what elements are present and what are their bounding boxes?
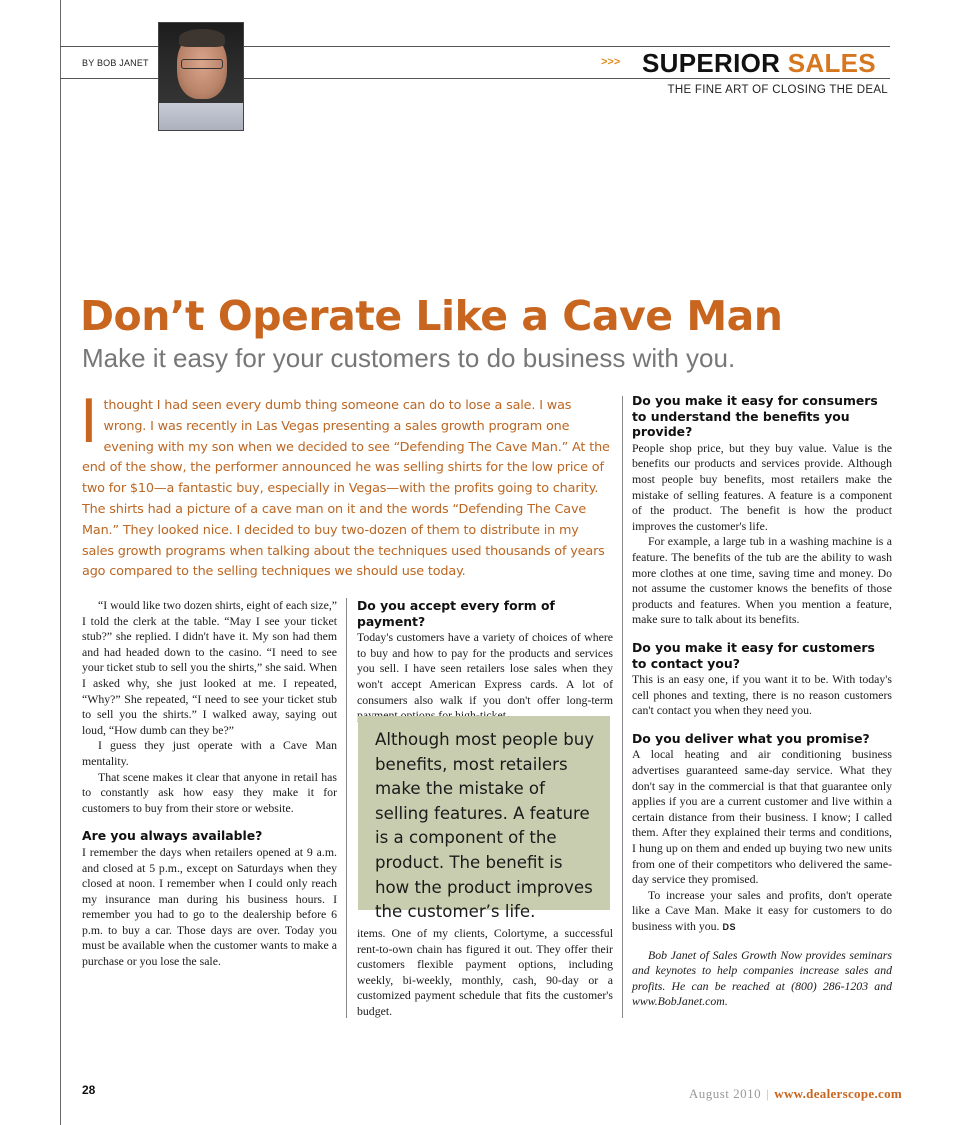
author-photo xyxy=(158,22,244,131)
department-arrows: >>> xyxy=(601,56,621,68)
column-divider xyxy=(622,396,623,1018)
subhead-contact: Do you make it easy for customers to contact you? xyxy=(632,639,875,671)
end-mark: DS xyxy=(722,922,736,932)
body-paragraph: Today's customers have a variety of choices of where to buy and how to pay for the products and services you sell. I have seen retailers lose sales when they won't accept American Express cards. A lot of consumers also walk if you don't offer long-term xyxy=(357,630,613,707)
footer-folio xyxy=(689,1086,902,1102)
page-vertical-rule xyxy=(60,0,61,1125)
lead-text: thought I had seen every dumb thing someone can do to lose a sale. I was wrong. I was recently in Las Vegas presenting a sales growth program one evening with my son when we decided to see “Defending The Cave Man.” At the end of the show, the performer announced he was selling shirts for the low price of two for $10—a fantastic buy, especially in Vegas—with the profits going to charity. The shirts had a picture of a cave man on it and the words “Defending The Cave Man.” They looked nice. I decided to buy two-dozen of them to distribute in my sales growth programs when talking about the techniques used thousands of years ago compared to the selling techniques we should use today. xyxy=(82,398,610,580)
body-paragraph: I remember the days when retailers opened at 9 a.m. and closed at 5 p.m., except on Saturdays when they closed at noon. I remember when I could only reach my insurance man during his business hours. I remember you had to go to the dealership before 6 p.m. to buy a car. Those days are over. Today you must be available when the customer wants to make a purchase or you lose the sale. xyxy=(82,844,337,969)
department-title-main: SUPERIOR xyxy=(642,48,781,78)
body-paragraph: “I would like two dozen shirts, eight of each size,” I told the clerk at the table. “May I see your ticket stub?” she replied. I didn't have it. My son had them and had headed down to the casino. “I need to see your ticket stub to sell you the shirts,” she said. When I asked why, she just looked at me. I repeated, “Why?” She repeated, “I need to see your ticket stub to sell you the shirts.” I walked away, saying out loud, “How dumb can they be?” xyxy=(82,598,337,737)
byline: BY BOB JANET xyxy=(82,58,149,68)
body-paragraph xyxy=(632,888,892,936)
body-paragraph: items. One of my clients, Colortyme, a successful rent-to-own chain has figured it out. They offer their customers flexible payment options, including weekly, bi-weekly, monthly, cash, 90-day or a customized payment schedule that fits the customer's budget. xyxy=(357,926,613,1018)
subhead-deliver: Do you deliver what you promise? xyxy=(632,730,870,746)
closing-text: To increase your sales and profits, don't operate like a Cave Man. Make it easy for customers to do business with you. xyxy=(632,887,892,933)
department-title xyxy=(642,48,876,79)
issue-date: August 2010 xyxy=(688,1086,762,1101)
column-1 xyxy=(82,598,337,970)
folio-separator: | xyxy=(766,1086,770,1101)
body-paragraph: That scene makes it clear that anyone in retail has to constantly ask how easy they make it for customers to buy from their store or website. xyxy=(82,769,337,815)
subhead-availability: Are you always available? xyxy=(82,828,263,844)
pull-quote: Although most people buy benefits, most retailers make the mistake of selling features. A feature is a component of the product. The benefit is how the product improves the customer’s life. xyxy=(358,716,610,910)
body-paragraph: I guess they just operate with a Cave Man mentality. xyxy=(82,738,337,768)
column-3 xyxy=(632,393,892,1010)
page-number: 28 xyxy=(82,1083,96,1097)
article-deck: Make it easy for your customers to do business with you. xyxy=(82,343,736,373)
body-paragraph: This is an easy one, if you want it to be. With today's cell phones and texting, there is no reason customers can't contact you when they need you. xyxy=(632,672,892,718)
subhead-payment: Do you accept every form of payment? xyxy=(357,598,555,629)
author-bio: Bob Janet of Sales Growth Now provides seminars and keynotes to help companies increase sales and profits. He can be reached at (800) 286-1203 and www.BobJanet.com. xyxy=(632,947,892,1009)
body-paragraph: For example, a large tub in a washing machine is a feature. The benefits of the tub are the ability to wash more clothes at one time, saving time and money. Do not assume the customer knows the benefits of those products and features. When you mention a feature, make sure to talk about its benefits. xyxy=(632,534,892,627)
subhead-benefits: Do you make it easy for consumers to understand the benefits you provide? xyxy=(632,393,878,440)
drop-cap: I xyxy=(80,387,98,457)
department-subtitle: THE FINE ART OF CLOSING THE DEAL xyxy=(667,84,888,96)
column-2-bottom xyxy=(357,926,613,1020)
department-title-accent: SALES xyxy=(787,48,876,78)
body-paragraph: People shop price, but they buy value. Value is the benefits our products and services provide. Although most people buy benefits, most retailers make the mistake of selling features. A feature is a component of the product. The benefit is how the product improves the customer's life. xyxy=(632,440,892,533)
lead-paragraph xyxy=(80,387,610,583)
article-headline: Don’t Operate Like a Cave Man xyxy=(80,292,783,340)
website-url: www.dealerscope.com xyxy=(774,1086,902,1101)
column-divider xyxy=(346,598,347,1018)
column-2-top xyxy=(357,598,613,724)
body-paragraph: A local heating and air conditioning business advertises guaranteed same-day service. What they don't say in the commercial is that that guarantee only applies if you are a current customer and live within a certain distance from their business. I know; I called them. After they explained their terms and conditions, I hung up on them and ended up buying two new units from one of their competitors who delivered the same-day service they promised. xyxy=(632,747,892,887)
